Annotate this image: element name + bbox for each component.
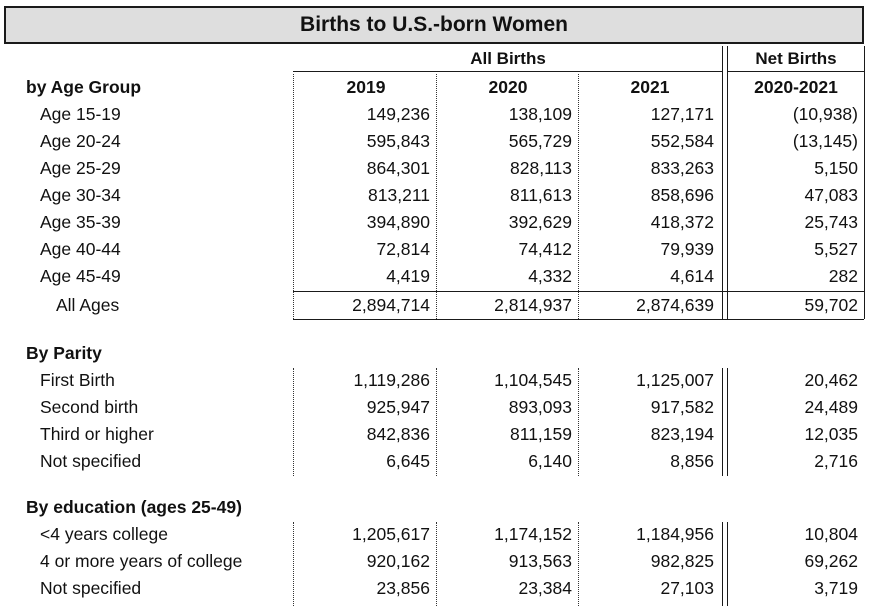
- cell-2019: 595,843: [366, 131, 430, 151]
- cell-2021: 418,372: [650, 212, 714, 232]
- cell-2020: 138,109: [508, 104, 572, 124]
- row-label: Age 30-34: [40, 185, 121, 205]
- cell-net: (13,145): [792, 131, 858, 151]
- cell-net: 12,035: [804, 424, 858, 444]
- col-rule: [722, 368, 723, 476]
- col-rule: [727, 46, 728, 319]
- cell-2020: 913,563: [508, 551, 572, 571]
- col-rule: [293, 74, 294, 319]
- row-label: Not specified: [40, 451, 142, 471]
- year-header-2020: 2020: [488, 77, 528, 97]
- row-label: Age 20-24: [40, 131, 121, 151]
- total-bottom-rule: [293, 319, 864, 320]
- cell-2020: 811,613: [510, 185, 572, 205]
- col-rule: [864, 46, 865, 319]
- cell-2019: 23,856: [376, 578, 430, 598]
- education-heading: By education (ages 25-49): [26, 497, 242, 517]
- cell-2019: 4,419: [386, 266, 430, 286]
- cell-2019: 925,947: [366, 397, 430, 417]
- cell-2020: 392,629: [508, 212, 572, 232]
- col-rule: [436, 522, 437, 606]
- cell-2019: 864,301: [366, 158, 430, 178]
- year-header-2019: 2019: [346, 77, 386, 97]
- cell-2021: 4,614: [670, 266, 714, 286]
- row-label: <4 years college: [40, 524, 168, 544]
- row-label: Second birth: [40, 397, 139, 417]
- cell-2019: 813,211: [368, 185, 430, 205]
- cell-net: (10,938): [792, 104, 858, 124]
- row-label: Third or higher: [40, 424, 154, 444]
- cell-2020: 565,729: [508, 131, 572, 151]
- row-label: 4 or more years of college: [40, 551, 243, 571]
- col-rule: [722, 46, 723, 319]
- cell-net: 20,462: [804, 370, 858, 390]
- cell-net: 5,150: [814, 158, 858, 178]
- cell-2019: 1,205,617: [352, 524, 430, 544]
- all-ages-2019: 2,894,714: [352, 295, 430, 315]
- cell-net: 3,719: [814, 578, 858, 598]
- all-ages-2020: 2,814,937: [494, 295, 572, 315]
- all-ages-label: All Ages: [56, 295, 120, 315]
- cell-2021: 27,103: [660, 578, 714, 598]
- cell-2021: 917,582: [650, 397, 714, 417]
- cell-2021: 79,939: [660, 239, 714, 259]
- row-label: Not specified: [40, 578, 142, 598]
- cell-2021: 552,584: [650, 131, 714, 151]
- cell-2020: 6,140: [528, 451, 572, 471]
- row-label: First Birth: [40, 370, 115, 390]
- cell-2021: 858,696: [650, 185, 714, 205]
- cell-net: 69,262: [804, 551, 858, 571]
- cell-2020: 828,113: [510, 158, 572, 178]
- col-rule: [578, 522, 579, 606]
- row-label: Age 45-49: [40, 266, 121, 286]
- net-range-header: 2020-2021: [754, 77, 838, 97]
- cell-2021: 823,194: [650, 424, 714, 444]
- cell-2019: 920,162: [366, 551, 430, 571]
- cell-2019: 1,119,286: [353, 370, 430, 390]
- age-group-label: by Age Group: [26, 77, 142, 97]
- cell-2019: 72,814: [376, 239, 430, 259]
- col-rule: [578, 368, 579, 476]
- cell-net: 10,804: [804, 524, 858, 544]
- all-births-header: All Births: [293, 46, 723, 72]
- row-label: Age 40-44: [40, 239, 121, 259]
- cell-2020: 1,174,152: [494, 524, 572, 544]
- cell-net: 24,489: [804, 397, 858, 417]
- row-label: Age 25-29: [40, 158, 121, 178]
- col-rule: [293, 522, 294, 606]
- col-rule: [727, 368, 728, 476]
- col-rule: [722, 522, 723, 606]
- cell-2021: 1,125,007: [636, 370, 714, 390]
- year-header-2021: 2021: [630, 77, 670, 97]
- cell-2020: 1,104,545: [494, 370, 572, 390]
- cell-2021: 8,856: [670, 451, 714, 471]
- col-rule: [727, 522, 728, 606]
- col-rule: [578, 74, 579, 319]
- cell-2020: 74,412: [518, 239, 572, 259]
- cell-2019: 6,645: [386, 451, 430, 471]
- cell-net: 282: [828, 266, 858, 286]
- cell-2021: 127,171: [650, 104, 714, 124]
- all-ages-2021: 2,874,639: [636, 295, 714, 315]
- cell-2020: 23,384: [518, 578, 572, 598]
- table-title: Births to U.S.-born Women: [4, 6, 864, 44]
- cell-2021: 982,825: [650, 551, 714, 571]
- cell-net: 2,716: [814, 451, 858, 471]
- parity-heading: By Parity: [26, 343, 102, 363]
- cell-2020: 893,093: [508, 397, 572, 417]
- cell-2021: 833,263: [650, 158, 714, 178]
- cell-2020: 4,332: [528, 266, 572, 286]
- all-ages-net: 59,702: [804, 295, 858, 315]
- cell-2020: 811,159: [510, 424, 572, 444]
- cell-net: 47,083: [804, 185, 858, 205]
- cell-net: 5,527: [814, 239, 858, 259]
- col-rule: [436, 74, 437, 319]
- row-label: Age 35-39: [40, 212, 121, 232]
- row-label: Age 15-19: [40, 104, 121, 124]
- net-births-header: Net Births: [728, 46, 864, 72]
- cell-2021: 1,184,956: [636, 524, 714, 544]
- col-rule: [293, 368, 294, 476]
- cell-2019: 842,836: [366, 424, 430, 444]
- cell-2019: 149,236: [366, 104, 430, 124]
- col-rule: [436, 368, 437, 476]
- cell-net: 25,743: [804, 212, 858, 232]
- cell-2019: 394,890: [366, 212, 430, 232]
